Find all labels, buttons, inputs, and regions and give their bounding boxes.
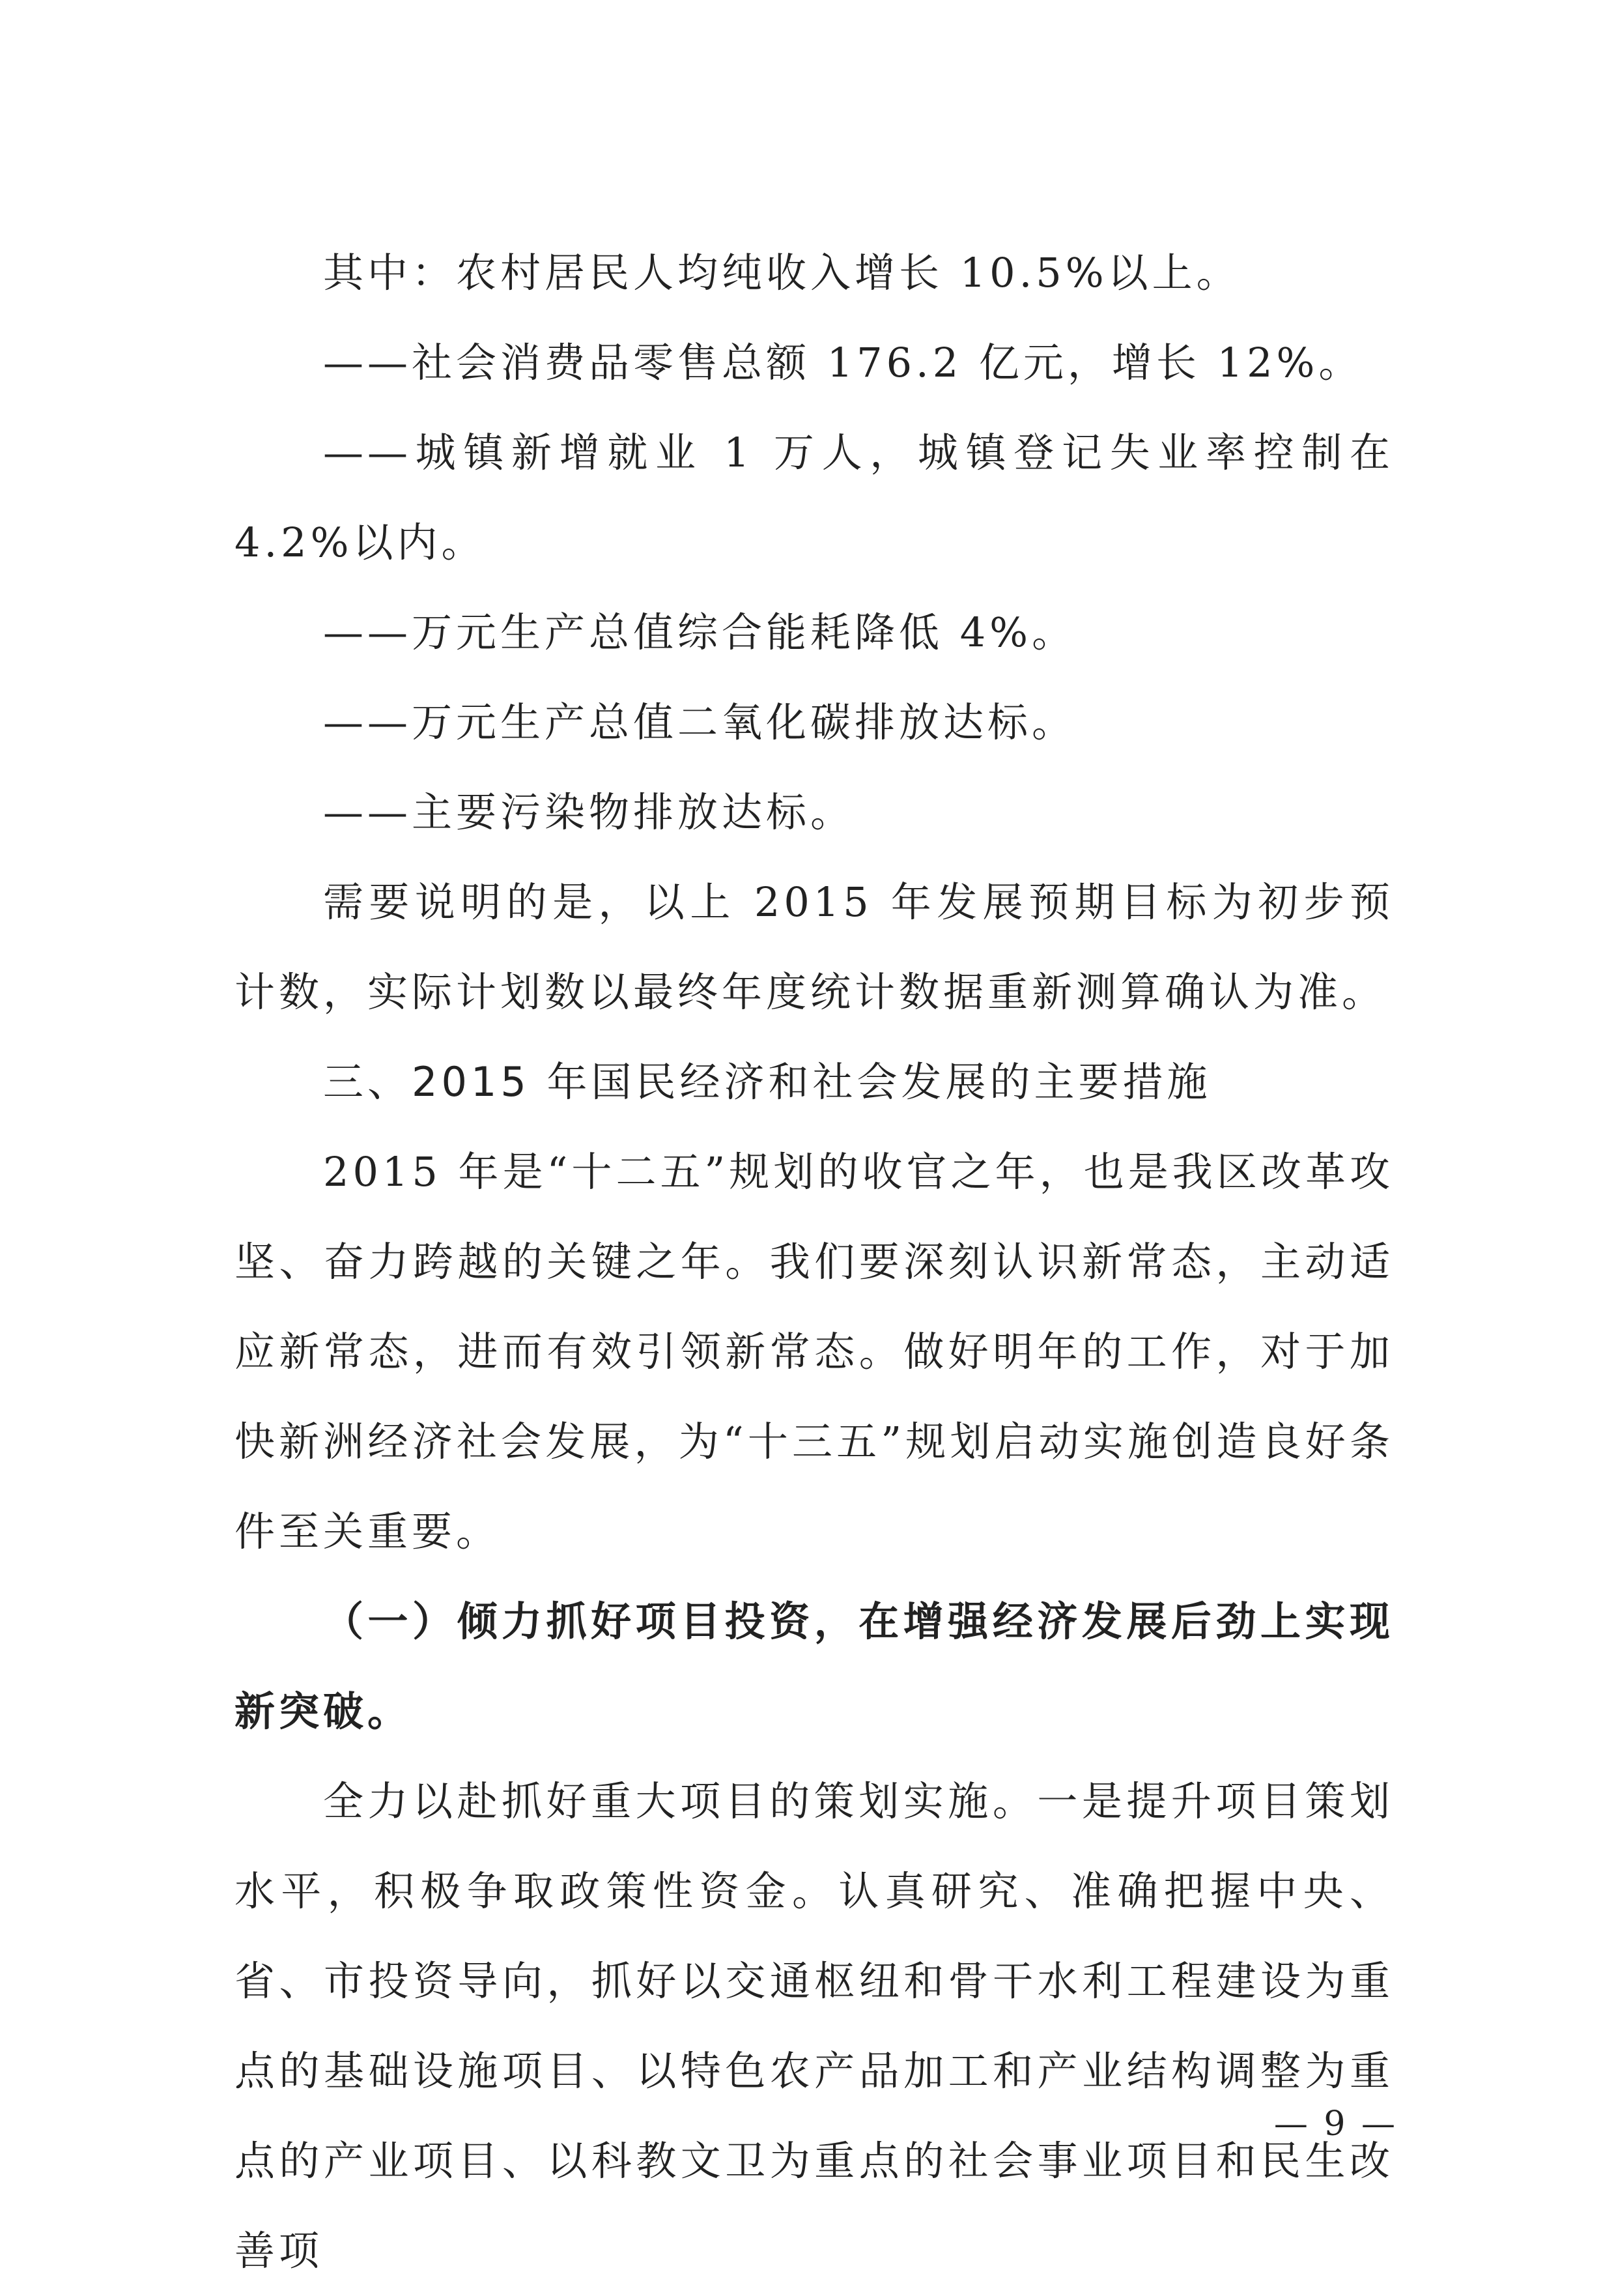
paragraph-major-projects: 全力以赴抓好重大项目的策划实施。一是提升项目策划水平，积极争取政策性资金。认真研究、准确把握中央、省、市投资导向，抓好以交通枢纽和骨干水利工程建设为重点的基础设施项目、以特色农产品加工和产业结构调整为重点的产业项目、以科教文卫为重点的社会事业项目和民生改善项 xyxy=(234,1777,1394,2274)
page-number: — 9 — xyxy=(1273,2104,1398,2144)
paragraph-2015-overview: 2015 年是“十二五”规划的收官之年，也是我区改革攻坚、奋力跨越的关键之年。我们要深刻认识新常态，主动适应新常态，进而有效引领新常态。做好明年的工作，对于加快新洲经济社会发展，为“十三五”规划启动实施创造良好条件至关重要。 xyxy=(234,1148,1394,1555)
section-heading-measures: 三、2015 年国民经济和社会发展的主要措施 xyxy=(323,1058,1212,1106)
document-body xyxy=(234,228,1394,2296)
paragraph-carbon-emission: ——万元生产总值二氧化碳排放达标。 xyxy=(323,698,1077,746)
paragraph-employment: ——城镇新增就业 1 万人，城镇登记失业率控制在 4.2%以内。 xyxy=(234,429,1394,566)
paragraph-retail-sales: ——社会消费品零售总额 176.2 亿元，增长 12%。 xyxy=(323,339,1363,386)
subsection-heading-investment: （一）倾力抓好项目投资，在增强经济发展后劲上实现新突破。 xyxy=(234,1598,1394,1735)
paragraph-rural-income: 其中：农村居民人均纯收入增长 10.5%以上。 xyxy=(323,249,1241,296)
paragraph-note: 需要说明的是，以上 2015 年发展预期目标为初步预计数，实际计划数以最终年度统计数据重新测算确认为准。 xyxy=(234,878,1394,1016)
paragraph-pollutants: ——主要污染物排放达标。 xyxy=(323,788,855,836)
paragraph-energy-consumption: ——万元生产总值综合能耗降低 4%。 xyxy=(323,609,1077,656)
